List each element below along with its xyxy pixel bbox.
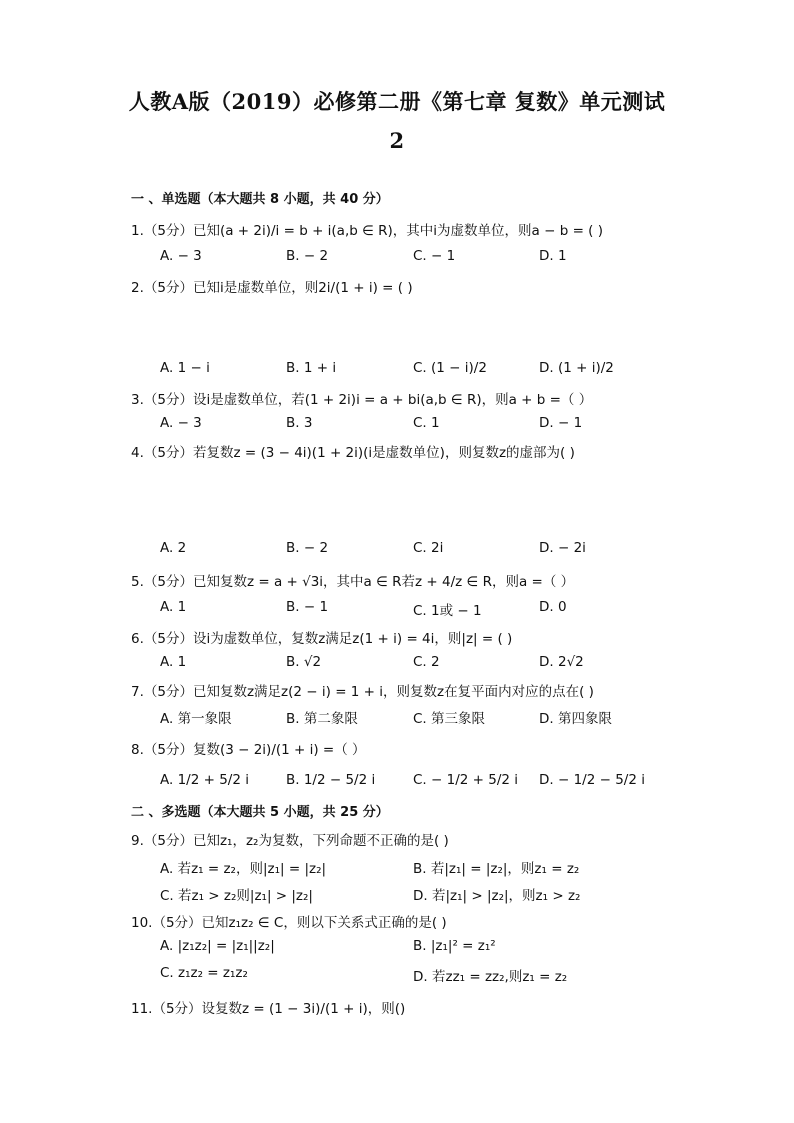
question-option: D. 若|z₁| > |z₂|，则z₁ > z₂ [413,888,581,904]
question-option: B. 1 + i [286,360,337,376]
question-option: D. 2√2 [539,654,584,670]
question-option: D. − 1/2 − 5/2 i [539,772,645,788]
question-stem: 7.（5分）已知复数z满足z(2 − i) = 1 + i，则复数z在复平面内对应的点在( ) [131,684,594,700]
question-option: A. 第一象限 [160,711,232,727]
question-option: D. 0 [539,599,567,615]
document-title-line2: 2 [389,128,405,153]
question-option: C. 若z₁ > z₂则|z₁| > |z₂| [160,888,313,904]
question-option: A. − 3 [160,415,202,431]
section-heading-multiple-choice: 二 、多选题（本大题共 5 小题，共 25 分） [131,805,389,820]
question-stem: 1.（5分）已知(a + 2i)/i = b + i(a,b ∈ R)，其中i为虚数单位，则a − b = ( ) [131,223,604,239]
question-option: D. 1 [539,248,567,264]
question-stem: 8.（5分）复数(3 − 2i)/(1 + i) =（ ） [131,742,366,758]
question-stem: 2.（5分）已知i是虚数单位，则2i/(1 + i) = ( ) [131,280,413,296]
question-option: C. z₁z₂ = z₁z₂ [160,965,248,981]
question-stem: 9.（5分）已知z₁，z₂为复数，下列命题不正确的是( ) [131,833,449,849]
question-option: D. − 2i [539,540,586,556]
question-option: C. 第三象限 [413,711,486,727]
question-stem: 10.（5分）已知z₁z₂ ∈ C，则以下关系式正确的是( ) [131,915,447,931]
question-option: B. 1/2 − 5/2 i [286,772,376,788]
question-option: A. 若z₁ = z₂，则|z₁| = |z₂| [160,861,327,877]
question-option: C. 1 [413,415,440,431]
question-option: B. − 1 [286,599,329,615]
question-option: C. − 1/2 + 5/2 i [413,772,519,788]
question-option: B. − 2 [286,248,329,264]
question-option: B. |z₁|² = z₁² [413,938,496,954]
question-option: B. 若|z₁| = |z₂|，则z₁ = z₂ [413,861,580,877]
question-option: C. 2 [413,654,440,670]
question-option: C. − 1 [413,248,456,264]
question-option: A. |z₁z₂| = |z₁||z₂| [160,938,275,954]
question-option: A. 1 [160,599,187,615]
question-option: B. 第二象限 [286,711,358,727]
question-option: C. (1 − i)/2 [413,360,487,376]
question-stem: 5.（5分）已知复数z = a + √3i，其中a ∈ R若z + 4/z ∈ R，则a =（ ） [131,574,575,590]
question-option: D. (1 + i)/2 [539,360,614,376]
section-heading-single-choice: 一 、单选题（本大题共 8 小题，共 40 分） [131,192,389,207]
question-option: C. 2i [413,540,444,556]
question-option: B. 3 [286,415,313,431]
question-option: A. 1/2 + 5/2 i [160,772,249,788]
question-option: A. 1 [160,654,187,670]
question-option: A. 2 [160,540,187,556]
question-stem: 4.（5分）若复数z = (3 − 4i)(1 + 2i)(i是虚数单位)，则复数z的虚部为( ) [131,445,575,461]
question-stem: 6.（5分）设i为虚数单位，复数z满足z(1 + i) = 4i，则|z| = ( ) [131,631,513,647]
question-stem: 11.（5分）设复数z = (1 − 3i)/(1 + i)，则() [131,1001,406,1017]
question-option: A. − 3 [160,248,202,264]
question-option: B. √2 [286,654,322,670]
question-option: D. 第四象限 [539,711,612,727]
question-option: B. − 2 [286,540,329,556]
document-title-line1: 人教A版（2019）必修第二册《第七章 复数》单元测试 [128,89,666,114]
question-option: C. 1或 − 1 [413,603,482,619]
question-option: D. − 1 [539,415,583,431]
question-option: A. 1 − i [160,360,210,376]
question-stem: 3.（5分）设i是虚数单位，若(1 + 2i)i = a + bi(a,b ∈ R)，则a + b =（ ） [131,392,593,408]
question-option: D. 若zz₁ = zz₂,则z₁ = z₂ [413,969,568,985]
